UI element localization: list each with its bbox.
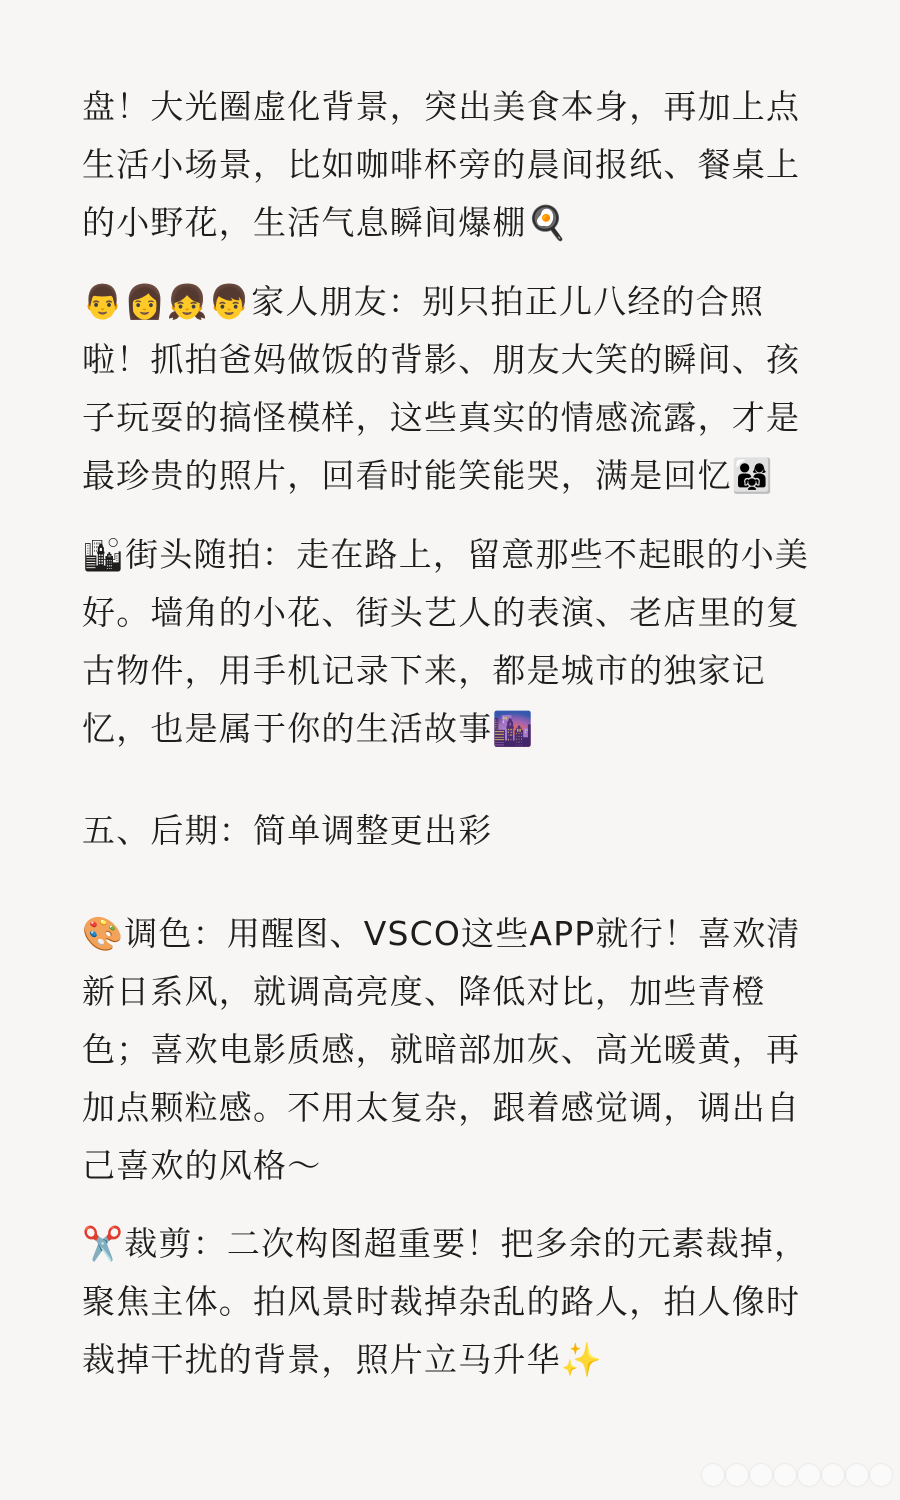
section-heading: 五、后期：简单调整更出彩 bbox=[82, 811, 493, 850]
watermark-dot bbox=[774, 1464, 796, 1486]
text-line: 的小野花，生活气息瞬间爆棚🍳 bbox=[82, 203, 569, 242]
text-line: 👨👩👧👦家人朋友：别只拍正儿八经的合照 bbox=[82, 282, 765, 321]
watermark-dots bbox=[702, 1464, 892, 1486]
text-line: 新日系风，就调高亮度、降低对比，加些青橙 bbox=[82, 972, 766, 1011]
text-line: 🏙街头随拍：走在路上，留意那些不起眼的小美 bbox=[82, 535, 810, 574]
text-line: 聚焦主体。拍风景时裁掉杂乱的路人，拍人像时 bbox=[82, 1282, 801, 1321]
paragraph-street bbox=[82, 526, 822, 758]
text-line: 啦！抓拍爸妈做饭的背影、朋友大笑的瞬间、孩 bbox=[82, 340, 801, 379]
watermark-dot bbox=[822, 1464, 844, 1486]
watermark-dot bbox=[870, 1464, 892, 1486]
watermark-dot bbox=[702, 1464, 724, 1486]
text-line: 加点颗粒感。不用太复杂，跟着感觉调，调出自 bbox=[82, 1088, 801, 1127]
text-line: ✂️裁剪：二次构图超重要！把多余的元素裁掉， bbox=[82, 1224, 809, 1263]
watermark-dot bbox=[750, 1464, 772, 1486]
text-line: 古物件，用手机记录下来，都是城市的独家记 bbox=[82, 651, 766, 690]
text-line: 盘！大光圈虚化背景，突出美食本身，再加上点 bbox=[82, 87, 801, 126]
paragraph-family bbox=[82, 273, 822, 505]
watermark-dot bbox=[798, 1464, 820, 1486]
paragraph-food-tail bbox=[82, 78, 822, 252]
paragraph-cropping bbox=[82, 1215, 822, 1389]
text-line: 子玩耍的搞怪模样，这些真实的情感流露，才是 bbox=[82, 398, 801, 437]
watermark-dot bbox=[846, 1464, 868, 1486]
text-line: 最珍贵的照片，回看时能笑能哭，满是回忆👨‍👩‍👧 bbox=[82, 456, 775, 495]
text-line: 🎨调色：用醒图、VSCO这些APP就行！喜欢清 bbox=[82, 914, 801, 953]
text-line: 生活小场景，比如咖啡杯旁的晨间报纸、餐桌上 bbox=[82, 145, 801, 184]
text-line: 忆，也是属于你的生活故事🌆 bbox=[82, 709, 535, 748]
text-line: 己喜欢的风格～ bbox=[82, 1146, 322, 1185]
paragraph-color-grading bbox=[82, 905, 822, 1195]
text-line: 色；喜欢电影质感，就暗部加灰、高光暖黄，再 bbox=[82, 1030, 801, 1069]
text-line: 裁掉干扰的背景，照片立马升华✨ bbox=[82, 1340, 604, 1379]
watermark-dot bbox=[726, 1464, 748, 1486]
text-line: 好。墙角的小花、街头艺人的表演、老店里的复 bbox=[82, 593, 801, 632]
